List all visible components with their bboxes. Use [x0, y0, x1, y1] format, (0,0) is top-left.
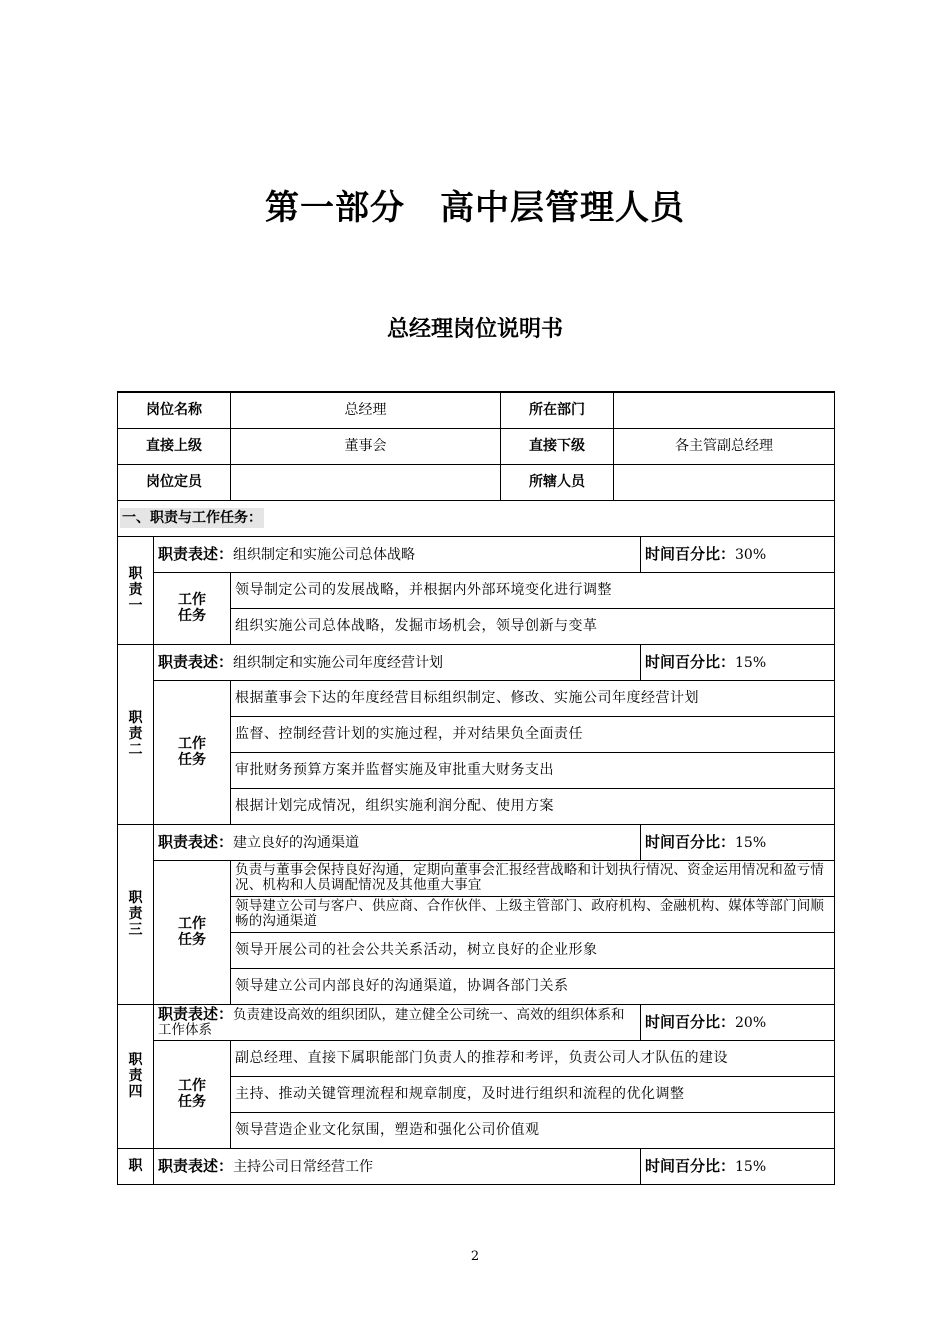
- duty-3-task-4: 领导建立公司内部良好的沟通渠道，协调各部门关系: [231, 968, 835, 1004]
- duty-3-percentage: 时间百分比：15%: [641, 824, 835, 860]
- section-heading-row: [118, 500, 835, 536]
- duty-2-description: 职责表述：组织制定和实施公司年度经营计划: [154, 644, 641, 680]
- duty-2-label: 职 责 二: [118, 644, 154, 824]
- duty-1-task-2: 组织实施公司总体战略，发掘市场机会，领导创新与变革: [231, 608, 835, 644]
- superior-value: 董事会: [231, 428, 501, 464]
- duty-1-label: 职 责 一: [118, 536, 154, 644]
- duty-2-task-4: 根据计划完成情况，组织实施利润分配、使用方案: [231, 788, 835, 824]
- position-value: 总经理: [231, 392, 501, 428]
- duty-3-label: 职 责 三: [118, 824, 154, 1004]
- subordinate-value: 各主管副总经理: [614, 428, 835, 464]
- duty-1-desc-row: [118, 536, 835, 572]
- duty-4-task-1: 副总经理、直接下属职能部门负责人的推荐和考评，负责公司人才队伍的建设: [231, 1040, 835, 1076]
- document-title: 总经理岗位说明书: [386, 317, 563, 342]
- duty-2-task-label: 工作 任务: [154, 680, 231, 824]
- duty-4-task-2: 主持、推动关键管理流程和规章制度，及时进行组织和流程的优化调整: [231, 1076, 835, 1112]
- duty-2-desc-row: [118, 644, 835, 680]
- header-row-superior: [118, 428, 835, 464]
- duty-3-task-2: 领导建立公司与客户、供应商、合作伙伴、上级主管部门、政府机构、金融机构、媒体等部门间顺畅的沟通渠道: [231, 896, 835, 932]
- job-description-table: [117, 391, 835, 1185]
- duty-1-percentage: 时间百分比：30%: [641, 536, 835, 572]
- duty-4-task-row: [118, 1040, 835, 1076]
- duty-4-desc-row: [118, 1004, 835, 1040]
- duty-2-task-3: 审批财务预算方案并监督实施及审批重大财务支出: [231, 752, 835, 788]
- section-heading: 一、职责与工作任务：: [118, 500, 835, 536]
- duty-1-task-label: 工作 任务: [154, 572, 231, 644]
- dept-value: [614, 392, 835, 428]
- header-row-headcount: [118, 464, 835, 500]
- duty-4-label: 职 责 四: [118, 1004, 154, 1148]
- duty-3-task-1: 负责与董事会保持良好沟通，定期向董事会汇报经营战略和计划执行情况、资金运用情况和盈亏情况、机构和人员调配情况及其他重大事宜: [231, 860, 835, 896]
- page-number: 2: [470, 1249, 480, 1264]
- duty-5-description: 职责表述：主持公司日常经营工作: [154, 1148, 641, 1184]
- duty-1-task-1: 领导制定公司的发展战略，并根据内外部环境变化进行调整: [231, 572, 835, 608]
- duty-3-task-row: [118, 860, 835, 896]
- duty-4-task-label: 工作 任务: [154, 1040, 231, 1148]
- duty-3-description: 职责表述：建立良好的沟通渠道: [154, 824, 641, 860]
- duty-3-desc-row: [118, 824, 835, 860]
- subordinate-label: 直接下级: [501, 428, 614, 464]
- part-title: 第一部分 高中层管理人员: [265, 188, 685, 228]
- managed-label: 所辖人员: [501, 464, 614, 500]
- duty-2-task-row: [118, 680, 835, 716]
- duty-5-label: 职: [118, 1148, 154, 1184]
- duty-4-percentage: 时间百分比：20%: [641, 1004, 835, 1040]
- managed-value: [614, 464, 835, 500]
- headcount-value: [231, 464, 501, 500]
- duty-5-percentage: 时间百分比：15%: [641, 1148, 835, 1184]
- position-label: 岗位名称: [118, 392, 231, 428]
- duty-2-task-2: 监督、控制经营计划的实施过程，并对结果负全面责任: [231, 716, 835, 752]
- duty-2-task-1: 根据董事会下达的年度经营目标组织制定、修改、实施公司年度经营计划: [231, 680, 835, 716]
- duty-5-desc-row: [118, 1148, 835, 1184]
- dept-label: 所在部门: [501, 392, 614, 428]
- duty-1-task-row: [118, 572, 835, 608]
- duty-2-percentage: 时间百分比：15%: [641, 644, 835, 680]
- headcount-label: 岗位定员: [118, 464, 231, 500]
- duty-3-task-label: 工作 任务: [154, 860, 231, 1004]
- header-row-position: [118, 392, 835, 428]
- duty-4-description: 职责表述：负责建设高效的组织团队，建立健全公司统一、高效的组织体系和工作体系: [154, 1004, 641, 1040]
- superior-label: 直接上级: [118, 428, 231, 464]
- duty-1-description: 职责表述：组织制定和实施公司总体战略: [154, 536, 641, 572]
- duty-3-task-3: 领导开展公司的社会公共关系活动，树立良好的企业形象: [231, 932, 835, 968]
- duty-4-task-3: 领导营造企业文化氛围，塑造和强化公司价值观: [231, 1112, 835, 1148]
